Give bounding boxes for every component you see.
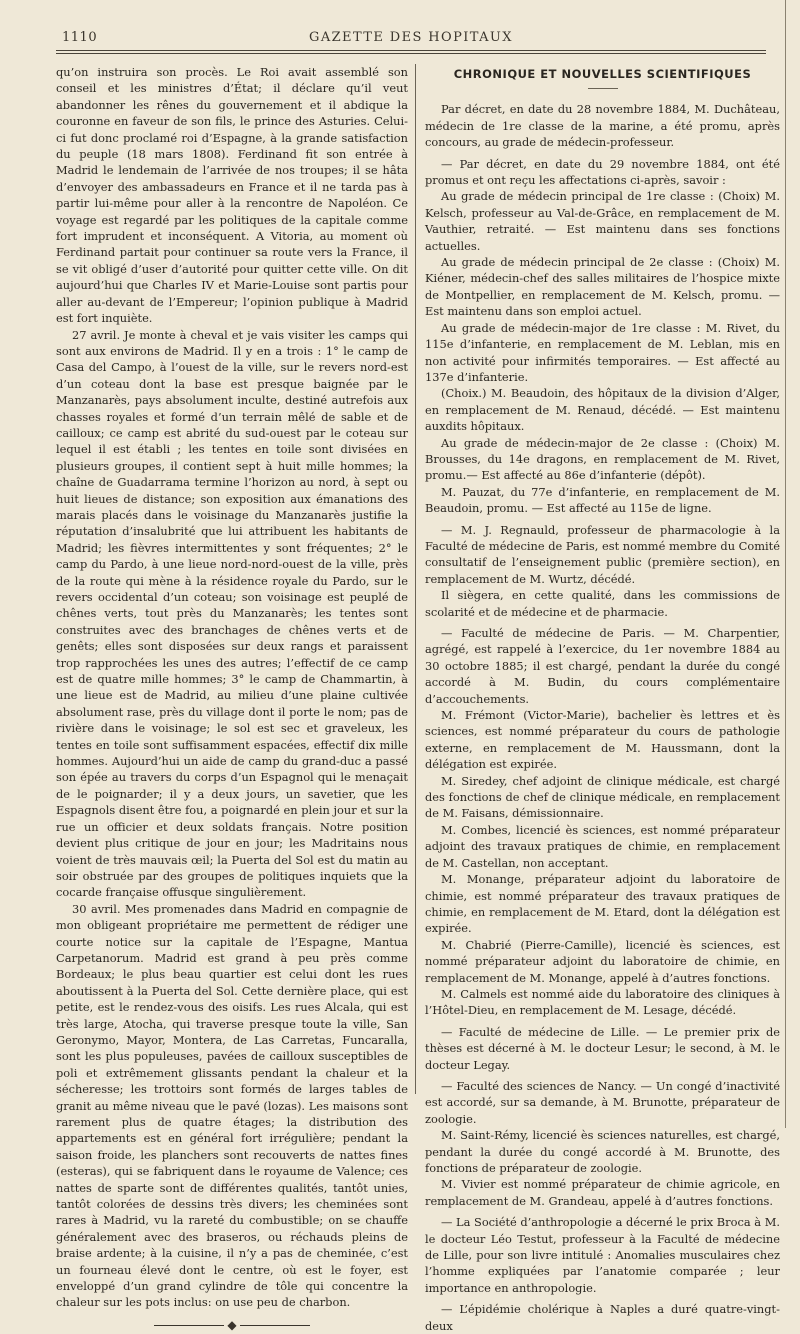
- ornament-rule: [154, 1325, 224, 1326]
- paragraph: 30 avril. Mes promenades dans Madrid en compagnie de mon obligeant propriétaire me permettent de rédiger une courte notice sur la capitale de l’Espagne, Mantua Carpetanorum. Madrid est grand à peu près comme Bordeaux; le plus beau quartier est celui dont les rues aboutissent à la Puerta del Sol. Cette dernière place, qui est petite, est le rendez-vous des oisifs. Les rues Alcala, qui est très large, Atocha, qui traverse presque toute la ville, San Geronymo, Mayor, Montera, de Las Carretas, Funcaralla, sont les plus populeuses, pavées de cailloux susceptibles de poli et extrêmement glissants pendant la chaleur et la sécheresse; les trottoirs sont formés de larges tables de granit au même niveau que le pavé (lozas). Les maisons sont rarement plus de quatre étages; la distribution des appartements est en général fort irrégulière; pendant la saison froide, les planchers sont recouverts de nattes fines (esteras), qui se fabriquent dans le royaume de Valence; ces nattes de sparte sont de différentes qualités, tantôt unies, tantôt colorées de dessins très divers; les cheminées sont rares à Madrid, vu la rareté du combustible; on se chauffe généralement avec des braseros, ou réchauds pleins de braise ardente; à la cuisine, il n’y a pas de cheminée, c’est un fourneau élevé dont le centre, où est le foyer, est enveloppé d’un grand cylindre de tôle qui concentre la chaleur sur les pots inclus: on use peu de charbon.: [56, 901, 408, 1310]
- paragraph: Au grade de médecin-major de 1re classe : M. Rivet, du 115e d’infanterie, en remplacement de M. Leblan, mis en non activité pour infirmités temporaires. — Est affecté au 137e d’infanterie.: [425, 320, 780, 384]
- paragraph: qu’on instruira son procès. Le Roi avait assemblé son conseil et les ministres d’État; il déclare qu’il veut abandonner les rênes du gouvernement et il abdique la couronne en faveur de son fils, le prince des Asturies. Celui-ci fut donc proclamé roi d’Espagne, à la grande satisfaction du peuple (18 mars 1808). Ferdinand fit son entrée à Madrid le lendemain de l’arrivée de nos troupes; il se hâta d’envoyer des ambassadeurs en France et il ne tarda pas à partir lui-même pour aller à la rencontre de Napoléon. Ce voyage est regardé par les politiques de la capitale comme fort imprudent et inconséquent. A Vitoria, au moment où Ferdinand partait pour continuer sa route vers la France, il se vit obligé d’user d’autorité pour quitter cette ville. On dit aujourd’hui que Charles IV et Marie-Louise sont partis pour aller au-devant de l’Empereur; l’opinion publique à Madrid est fort inquiète.: [56, 65, 408, 326]
- paragraph: M. Siredey, chef adjoint de clinique médicale, est chargé des fonctions de chef de clinique médicale, en remplacement de M. Faisans, démissionnaire.: [425, 773, 780, 821]
- paragraph: M. Saint-Rémy, licencié ès sciences naturelles, est chargé, pendant la durée du congé accordé à M. Brunotte, des fonctions de préparateur de zoologie.: [425, 1128, 780, 1175]
- paragraph: Au grade de médecin-major de 2e classe : (Choix) M. Brousses, du 14e dragons, en remplacement de M. Rivet, promu.— Est affecté au 86e d’infanterie (dépôt).: [425, 435, 780, 483]
- paragraph: M. Frémont (Victor-Marie), bachelier ès lettres et ès sciences, est nommé préparateur du cours de pathologie externe, en remplacement de M. Haussmann, dont la délégation est expirée.: [425, 708, 780, 772]
- paragraph: — Faculté des sciences de Nancy. — Un congé d’inactivité est accordé, sur sa demande, à M. Brunotte, préparateur de zoologie.: [425, 1078, 780, 1126]
- paragraph: M. Vivier est nommé préparateur de chimie agricole, en remplacement de M. Grandeau, appelé à d’autres fonctions.: [425, 1177, 780, 1208]
- paragraph: Au grade de médecin principal de 2e classe : (Choix) M. Kiéner, médecin-chef des salles militaires de l’hospice mixte de Montpellier, en remplacement de M. Kelsch, promu. — Est maintenu dans son emploi actuel.: [425, 255, 780, 319]
- paragraph: M. Pauzat, du 77e d’infanterie, en remplacement de M. Beaudoin, promu. — Est affecté au 115e de ligne.: [425, 484, 780, 516]
- paragraph: M. Chabrié (Pierre-Camille), licencié ès sciences, est nommé préparateur adjoint du laboratoire de chimie, en remplacement de M. Monange, appelé à d’autres fonctions.: [425, 937, 780, 985]
- running-head: [56, 30, 766, 46]
- header-rule: [56, 50, 766, 51]
- section-end-ornament: [56, 1317, 408, 1334]
- journal-title: GAZETTE DES HOPITAUX: [309, 30, 513, 45]
- paragraph: Au grade de médecin principal de 1re classe : (Choix) M. Kelsch, professeur au Val-de-Grâce, en remplacement de M. Vauthier, retraité. — Est maintenu dans ses fonctions actuelles.: [425, 189, 780, 253]
- paragraph: Par décret, en date du 28 novembre 1884, M. Duchâteau, médecin de 1re classe de la marine, a été promu, après concours, au grade de médecin-professeur.: [425, 102, 780, 150]
- heading-rule: [588, 88, 618, 89]
- paragraph: — La Société d’anthropologie a décerné le prix Broca à M. le docteur Léo Testut, professeur à la Faculté de médecine de Lille, pour son livre intitulé : Anomalies musculaires chez l’homme expliquées par l’anatomie comparée ; leur importance en anthropologie.: [425, 1215, 780, 1295]
- paragraph: — M. J. Regnauld, professeur de pharmacologie à la Faculté de médecine de Paris, est nommé membre du Comité consultatif de l’enseignement public (première section), en remplacement de M. Wurtz, décédé.: [425, 522, 780, 586]
- left-column: [56, 64, 408, 1334]
- column-divider: [415, 64, 416, 1094]
- paragraph: M. Calmels est nommé aide du laboratoire des cliniques à l’Hôtel-Dieu, en remplacement de M. Lesage, décédé.: [425, 986, 780, 1018]
- section-heading: CHRONIQUE ET NOUVELLES SCIENTIFIQUES: [453, 67, 752, 81]
- paragraph: — Faculté de médecine de Lille. — Le premier prix de thèses est décerné à M. le docteur Lesur; le second, à M. le docteur Legay.: [425, 1024, 780, 1072]
- right-column: [425, 64, 780, 1334]
- paragraph: M. Monange, préparateur adjoint du laboratoire de chimie, est nommé préparateur des travaux pratiques de chimie, en remplacement de M. Etard, dont la délégation est expirée.: [425, 872, 780, 936]
- paragraph: Il siègera, en cette qualité, dans les commissions de scolarité et de médecine et de pharmacie.: [425, 588, 780, 619]
- paragraph: — L’épidémie cholérique à Naples a duré quatre-vingt-deux: [425, 1302, 780, 1333]
- paragraph: (Choix.) M. Beaudoin, des hôpitaux de la division d’Alger, en remplacement de M. Renaud, décédé. — Est maintenu auxdits hôpitaux.: [425, 386, 780, 434]
- header-rule-double: [56, 53, 766, 54]
- paragraph: 27 avril. Je monte à cheval et je vais visiter les camps qui sont aux environs de Madrid. Il y en a trois : 1° le camp de Casa del Campo, à l’ouest de la ville, sur le revers nord-est d’un coteau dont la base est presque baignée par le Manzanarès, pays absolument inculte, destiné autrefois aux chasses royales et formé d’un terrain mêlé de sable et de cailloux; ce camp est abrité du sud-ouest par le coteau sur lequel il est établi ; les tentes en toile sont divisées en plusieurs groupes, il contient sept à huit mille hommes; la chaîne de Guadarrama termine l’horizon au nord, à sept ou huit lieues de distance; son exposition aux émanations des marais placés dans le voisinage du Manzanarès justifie la réputation d’insalubrité que lui attribuent les habitants de Madrid; les fièvres intermittentes y sont fréquentes; 2° le camp du Pardo, à une lieue nord-nord-ouest de la ville, près de la route qui mène à la résidence royale du Pardo, sur le revers occidental d’un coteau; son voisinage est peuplé de chênes verts, tout près du Manzanarès; les tentes sont construites avec des branchages de chênes verts et de genêts; elles sont disposées sur deux rangs et paraissent trop rapprochées les unes des autres; l’effectif de ce camp est de quatre mille hommes; 3° le camp de Chammartin, à une lieue est de Madrid, au milieu d’une plaine cultivée absolument rase, près du village dont il porte le nom; pas de rivière dans le voisinage; le sol est sec et graveleux, les tentes en toile sont suffisamment espacées, effectif dix mille hommes. Aujourd’hui un aide de camp du grand-duc a passé son épée au travers du corps d’un Espagnol qui le menaçait de le poignarder; il y a deux jours, un savetier, que les Espagnols disent être fou, a poignardé en plein jour et sur la rue un officier et deux soldats français. Notre position devient plus critique de jour en jour; les Madritains nous voient de très mauvais œil; la Puerta del Sol est du matin au soir obstruée par des groupes de politiques inquiets que la cocarde française offusque singulièrement.: [56, 327, 408, 900]
- paragraph: M. Combes, licencié ès sciences, est nommé préparateur adjoint des travaux pratiques de chimie, en remplacement de M. Castellan, non acceptant.: [425, 822, 780, 870]
- ornament-diamond: ◆: [227, 1318, 237, 1333]
- page-edge-line: [785, 0, 786, 1128]
- ornament-rule: [240, 1325, 310, 1326]
- paragraph: — Faculté de médecine de Paris. — M. Charpentier, agrégé, est rappelé à l’exercice, du 1er novembre 1884 au 30 octobre 1885; il est chargé, pendant la durée du congé accordé à M. Budin, du cours complémentaire d’accouchements.: [425, 626, 780, 706]
- paragraph: — Par décret, en date du 29 novembre 1884, ont été promus et ont reçu les affectations ci-après, savoir :: [425, 156, 780, 188]
- page-number: 1110: [62, 30, 98, 45]
